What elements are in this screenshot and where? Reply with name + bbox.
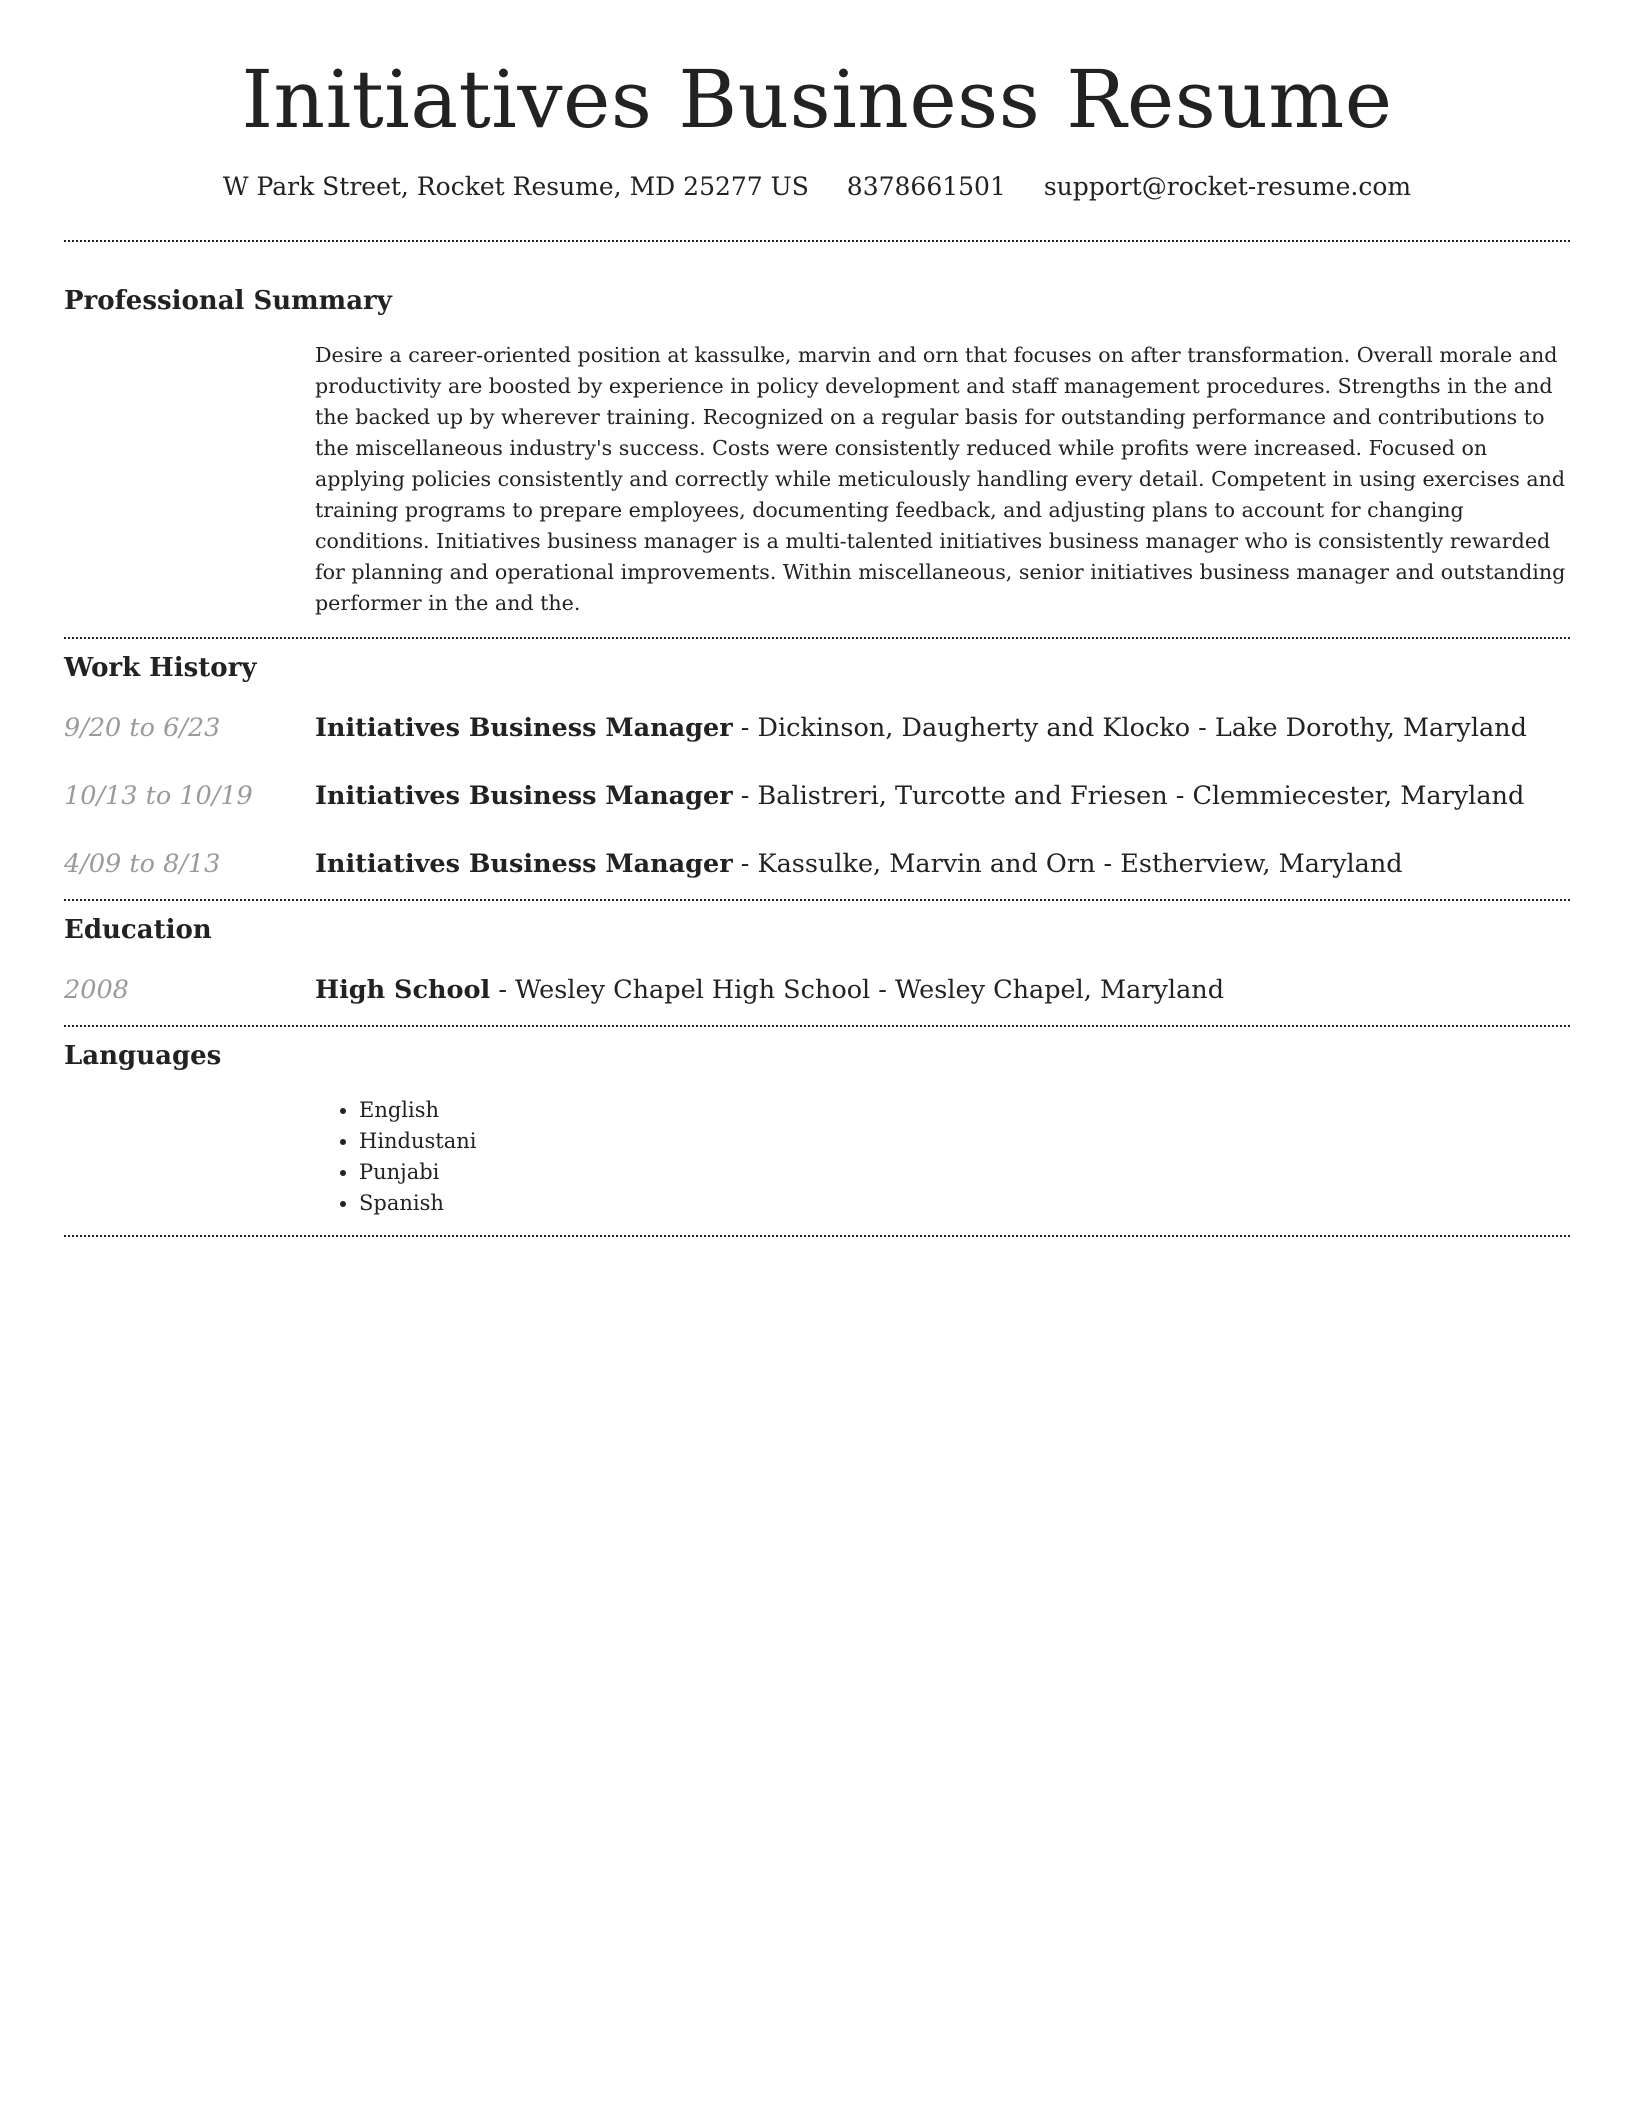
summary-text: Desire a career-oriented position at kassulke, marvin and orn that focuses on after transformation. Overall morale and productivity are boosted by experience in policy development and staff management procedures. Strengths in the and the backed up by wherever training. Recognized on a regular basis for outstanding performance and contributions to the miscellaneous industry's success. Costs were consistently reduced while profits were increased. Focused on applying policies consistently and correctly while meticulously handling every detail. Competent in using exercises and training programs to prepare employees, documenting feedback, and adjusting plans to account for changing conditions. Initiatives business manager is a multi-talented initiatives business manager who is consistently rewarded for planning and operational improvements. Within miscellaneous, senior initiatives business manager and outstanding performer in the and the. <box>315 343 1566 615</box>
contact-phone: 8378661501 <box>846 172 1006 201</box>
language-item: • Hindustani <box>359 1126 1570 1157</box>
languages-list <box>315 1095 1570 1235</box>
work-title: Initiatives Business Manager <box>315 781 733 811</box>
work-details <box>315 847 1403 881</box>
languages-heading: Languages <box>64 1041 222 1071</box>
education-details <box>315 973 1224 1007</box>
resume-title: Initiatives Business Resume <box>241 53 1393 146</box>
contact-address: W Park Street, Rocket Resume, MD 25277 US <box>222 172 809 201</box>
summary-section <box>64 284 1570 637</box>
language-item: • English <box>359 1095 1570 1126</box>
education-section <box>64 913 1570 1025</box>
education-degree: High School <box>315 975 491 1005</box>
education-entry <box>64 973 1570 1007</box>
divider <box>64 1025 1570 1027</box>
work-date: 4/09 to 8/13 <box>64 849 221 879</box>
work-entry <box>64 711 1570 745</box>
summary-heading: Professional Summary <box>64 286 392 316</box>
work-details <box>315 711 1527 745</box>
education-school: - Wesley Chapel High School - Wesley Chapel, Maryland <box>490 975 1225 1005</box>
divider <box>64 637 1570 639</box>
work-employer: - Kassulke, Marvin and Orn - Estherview, Maryland <box>732 849 1403 879</box>
work-details <box>315 779 1524 813</box>
divider <box>64 899 1570 901</box>
language-item: • Spanish <box>359 1188 1570 1219</box>
work-employer: - Dickinson, Daugherty and Klocko - Lake Dorothy, Maryland <box>732 713 1527 743</box>
work-title: Initiatives Business Manager <box>315 713 733 743</box>
divider <box>64 1235 1570 1237</box>
education-list <box>64 973 1570 1025</box>
divider <box>64 240 1570 242</box>
languages-section <box>64 1039 1570 1235</box>
work-history-list <box>64 711 1570 899</box>
education-date: 2008 <box>64 975 129 1005</box>
work-date: 10/13 to 10/19 <box>64 781 253 811</box>
work-date: 9/20 to 6/23 <box>64 713 221 743</box>
education-heading: Education <box>64 915 212 945</box>
work-history-heading: Work History <box>64 653 257 683</box>
work-entry <box>64 779 1570 813</box>
language-item: • Punjabi <box>359 1157 1570 1188</box>
work-history-section <box>64 651 1570 899</box>
contact-line <box>64 170 1570 204</box>
work-title: Initiatives Business Manager <box>315 849 733 879</box>
work-employer: - Balistreri, Turcotte and Friesen - Clemmiecester, Maryland <box>732 781 1525 811</box>
contact-email: support@rocket-resume.com <box>1043 172 1412 201</box>
work-entry <box>64 847 1570 881</box>
resume-page <box>64 0 1570 1237</box>
